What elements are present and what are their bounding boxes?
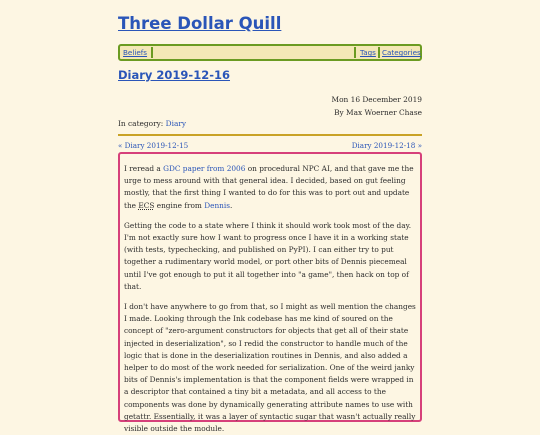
text-span: engine from (154, 200, 205, 210)
ecs-abbreviation: ECS (138, 200, 155, 210)
nav-tags-link[interactable]: Tags (360, 48, 376, 57)
paragraph-3: I don't have anywhere to go from that, so I might as well mention the changes I made. Looking through the Ink codebase has me kind of soured on the concept of "zero-argument constructors for objects that get all of their state injected in deserialization", so I redid the constructor to handle much of the logic that is done in the deserialization routines in Dennis, and also added a helper to do most of the work needed for serialization. One of the weird janky bits of Dennis's implementation is that the component fields were wrapped in a descriptor that contained a tiny bit a metadata, and all access to the components was done by dynamically generating attribute names to use with getattr. Essentially, it was a layer of syntactic sugar that wasn't actually really visible outside the module. (124, 302, 416, 434)
nav-search-box[interactable] (151, 47, 356, 58)
dennis-link[interactable]: Dennis (204, 200, 231, 210)
paragraph-2: Getting the code to a state where I think it should work took most of the day. I'm not exactly sure how I want to progress once I have it in a working state (with tests, typechecking, and published on PyPI). I can either try to put together a rudimentary world model, or port other bits of Dennis piecemeal until I've got enough to put it all together into "a game", then hack on top of that. (124, 220, 412, 291)
text-span: I reread a (124, 164, 164, 173)
text-span: on procedural NPC AI, and that gave me the urge to mess around with that general idea. I decided, based on gut feeling mostly, that the first thing I wanted to do for this was to port out and update the (124, 164, 414, 210)
gdc-paper-link[interactable]: GDC paper from 2006 (163, 164, 246, 173)
prev-post-link[interactable]: « Diary 2019-12-15 (118, 141, 189, 150)
nav-categories-link[interactable]: Categories (382, 48, 421, 57)
post-category (118, 119, 186, 128)
category-prefix: In category: (118, 119, 166, 128)
site-title-link[interactable]: Three Dollar Quill (118, 14, 282, 33)
text-span: . (230, 200, 233, 210)
paragraph-1 (124, 163, 416, 212)
nav-beliefs-link[interactable]: Beliefs (123, 48, 148, 57)
post-content (118, 152, 422, 434)
next-post-link[interactable]: Diary 2019-12-18 » (351, 141, 422, 150)
post-date: Mon 16 December 2019 (331, 95, 422, 104)
post-author: By Max Woerner Chase (334, 108, 422, 117)
divider-rule (118, 134, 422, 136)
post-title-link[interactable]: Diary 2019-12-16 (118, 68, 230, 82)
nav-bar (118, 44, 422, 61)
nav-divider (378, 47, 380, 58)
category-link[interactable]: Diary (165, 119, 187, 128)
